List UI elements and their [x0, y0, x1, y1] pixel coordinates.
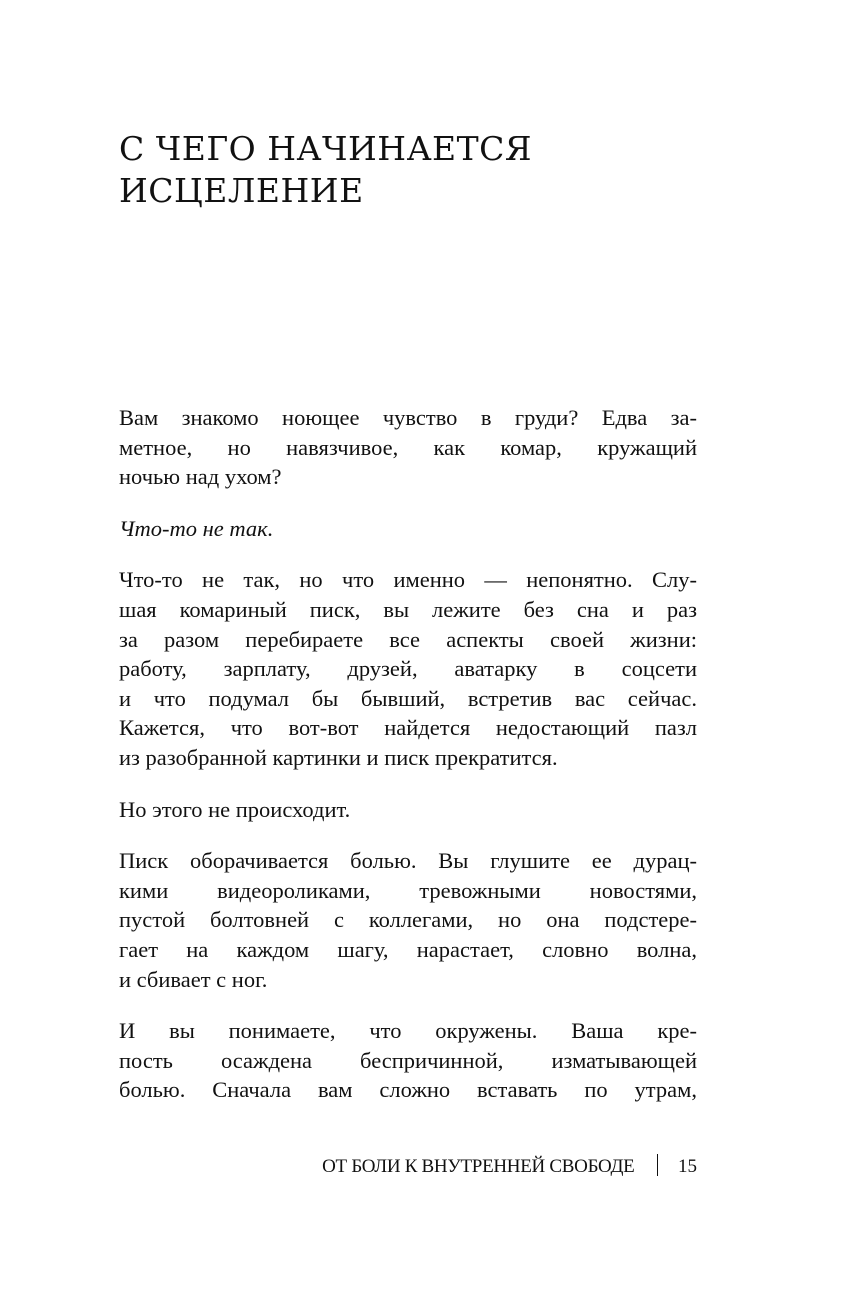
chapter-title — [119, 128, 719, 212]
paragraph-5 — [119, 846, 697, 994]
text-line: за разом перебираете все аспекты своей жизни: — [119, 626, 697, 652]
page-number: 15 — [678, 1156, 697, 1177]
paragraph-3 — [119, 565, 697, 772]
text-line: гает на каждом шагу, нарастает, словно волна, — [119, 936, 697, 962]
text-line: Вам знакомо ноющее чувство в груди? Едва за- — [119, 405, 697, 430]
text-line: пость осаждена беспричинной, изматывающей — [119, 1047, 697, 1073]
text-line: болью. Сначала вам сложно вставать по утрам, — [119, 1077, 697, 1103]
paragraph-2-italic — [119, 514, 697, 544]
text-line: ночью над ухом? — [119, 464, 282, 490]
text-line: Кажется, что вот-вот найдется недостающий пазл — [119, 715, 697, 741]
text-line: метное, но навязчивое, как комар, кружащий — [119, 434, 697, 460]
page-footer — [119, 1153, 697, 1181]
text-line: и что подумал бы бывший, встретив вас сейчас. — [119, 685, 697, 711]
text-line: кими видеороликами, тревожными новостями, — [119, 877, 697, 903]
running-title: ОТ БОЛИ К ВНУТРЕННЕЙ СВОБОДЕ — [322, 1156, 635, 1177]
text-line: из разобранной картинки и писк прекратится. — [119, 744, 558, 770]
text-line: Писк оборачивается болью. Вы глушите ее дурац- — [119, 848, 697, 874]
text-line: Но этого не происходит. — [119, 796, 351, 822]
text-line: Что-то не так, но что именно — непонятно. Слу- — [119, 567, 697, 593]
text-line: И вы понимаете, что окружены. Ваша кре- — [119, 1018, 697, 1044]
text-line: пустой болтовней с коллегами, но она подстере- — [119, 907, 697, 933]
chapter-title-line-2: ИСЦЕЛЕНИЕ — [119, 171, 364, 210]
body-text — [119, 403, 697, 1127]
chapter-title-line-1: С ЧЕГО НАЧИНАЕТСЯ — [119, 129, 533, 168]
text-line: работу, зарплату, друзей, аватарку в соцсети — [119, 656, 697, 682]
paragraph-4 — [119, 795, 697, 825]
text-line: и сбивает с ног. — [119, 966, 268, 992]
text-line: шая комариный писк, вы лежите без сна и раз — [119, 596, 697, 622]
paragraph-6 — [119, 1016, 697, 1105]
footer-separator — [657, 1154, 659, 1176]
text-line: Что-то не так. — [119, 515, 274, 541]
paragraph-1 — [119, 403, 697, 492]
